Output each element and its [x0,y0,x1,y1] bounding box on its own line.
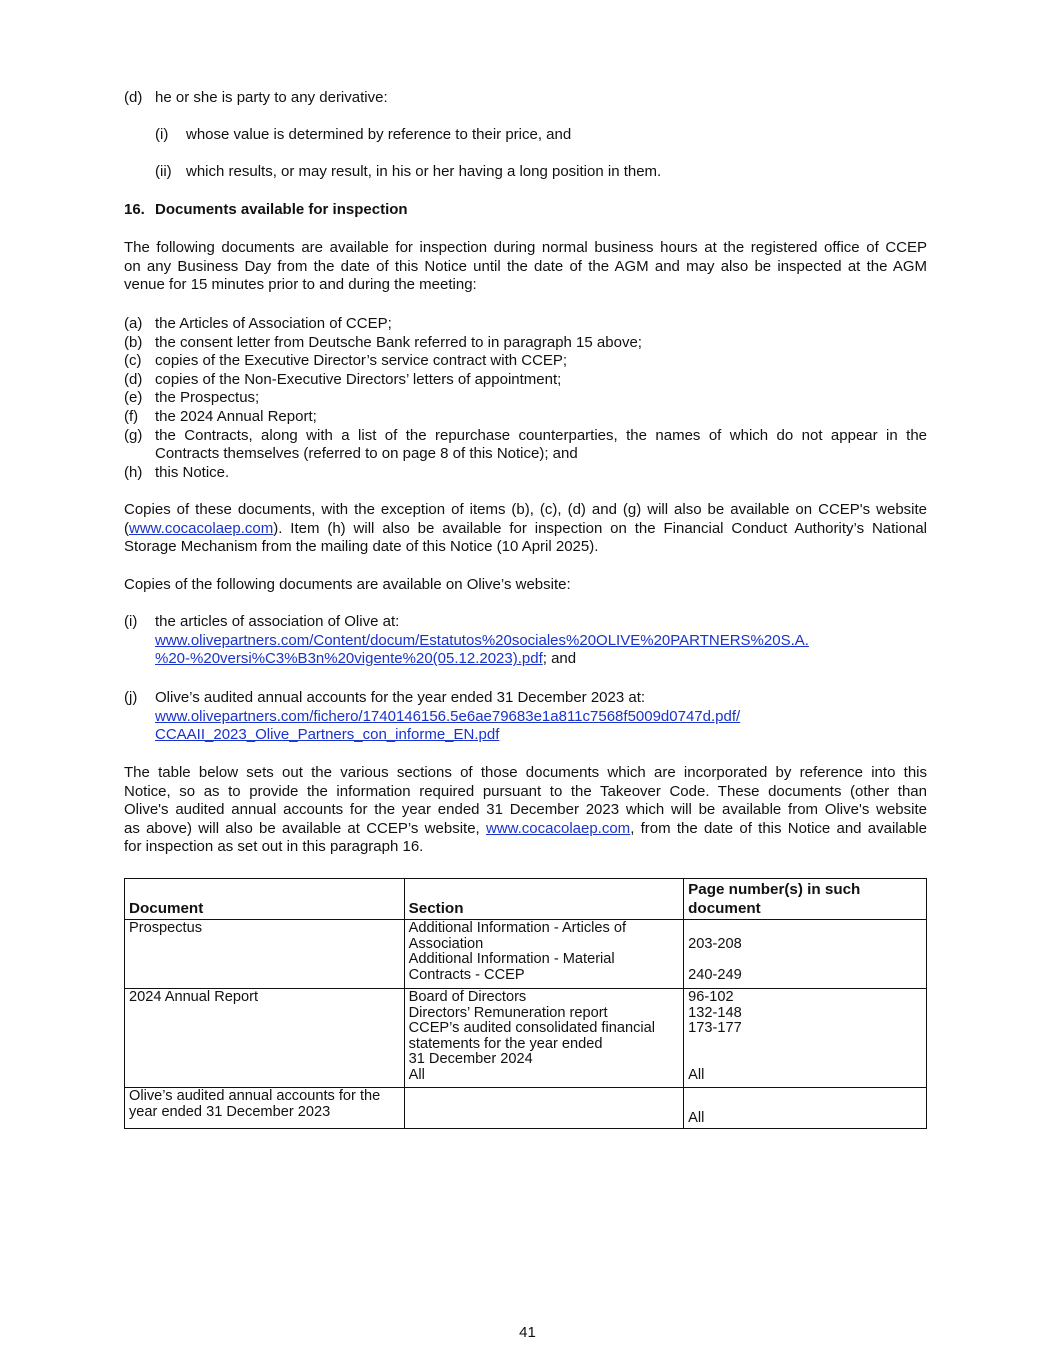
ccep-website-link[interactable]: www.cocacolaep.com [485,819,631,837]
list-label: (i) [155,126,169,143]
website-paragraph [124,501,927,557]
paragraph-line: Storage Mechanism from the mailing date of this Notice (10 April 2025). [124,538,599,556]
cell-spacer [688,1052,922,1068]
page-number: 41 [519,1324,536,1341]
ccep-website-link[interactable]: www.cocacolaep.com [129,519,274,537]
cell-spacer [688,952,922,968]
list-label: (d) [124,89,143,106]
cell-section [404,1088,684,1129]
header-line: document [688,900,761,917]
olive-accounts-link[interactable]: CCAAII_2023_Olive_Partners_con_informe_EN.pdf [155,726,500,744]
list-text: he or she is party to any derivative: [155,89,388,106]
list-text: Olive’s audited annual accounts for the year ended 31 December 2023 at: [155,689,646,706]
list-text: copies of the Executive Director’s service contract with CCEP; [155,352,568,370]
cell-spacer [688,921,922,937]
cell-line: All [688,1110,705,1127]
cell-line: Prospectus [129,920,203,936]
cell-document [125,920,405,989]
cell-line: Additional Information - Articles of [408,920,627,936]
text-fragment: ; and [542,650,577,668]
section-number: 16. [124,201,145,218]
cell-document [125,989,405,1088]
cell-spacer [688,1037,922,1053]
table-header-row [125,879,927,920]
header-document: Document [125,879,405,920]
list-item [124,427,927,465]
table-row [125,920,927,989]
table-intro-paragraph [124,764,927,857]
cell-line: Additional Information - Material [408,951,615,968]
list-label: (a) [124,315,143,332]
paragraph-line: The following documents are available for inspection during normal business hours at the registered office of CCEP [124,239,927,256]
list-label: (b) [124,333,143,351]
list-label: (f) [124,408,139,425]
paragraph-line: The table below sets out the various sections of those documents which are incorporated by reference into this [124,764,927,781]
text-fragment: as above) will also be available at CCEP’s website, [124,819,486,837]
text-fragment: ). Item (h) will also be available for inspection on the Financial Conduct Authority’s National [273,519,927,537]
table-row [125,1088,927,1129]
paragraph-line [124,520,927,539]
text-fragment: ( [124,519,129,537]
paragraph-line: Olive's audited annual accounts for the year ended 31 December 2023 which will be available from Olive's website [124,801,927,819]
cell-section [404,920,684,989]
link-line [155,632,809,651]
cell-line: All [688,1066,705,1083]
table-row [125,989,927,1088]
list-label: (g) [124,426,143,444]
incorporated-documents-table [124,878,927,1129]
section-title: Documents available for inspection [155,201,408,218]
cell-pages [684,920,927,989]
olive-doc-item [124,613,927,669]
intro-paragraph [124,239,927,295]
paragraph-line: for inspection as set out in this paragraph 16. [124,838,424,856]
paragraph-line [124,820,927,839]
list-label: (d) [124,370,143,388]
olive-accounts-link[interactable]: www.olivepartners.com/fichero/1740146156.5e6ae79683e1a811c7568f5009d0747d.pdf/ [155,707,741,725]
list-text: this Notice. [155,463,230,481]
cell-line: Board of Directors [408,989,527,1005]
cell-line: 173-177 [688,1020,742,1037]
list-text: the consent letter from Deutsche Bank referred to in paragraph 15 above; [155,333,642,351]
paragraph-line: on any Business Day from the date of this Notice until the date of the AGM and may also be inspected at the AGM [124,257,927,275]
cell-line: statements for the year ended [408,1035,603,1052]
link-line [155,708,740,727]
cell-line: CCEP’s audited consolidated financial [408,1020,655,1037]
list-text: which results, or may result, in his or her having a long position in them. [186,163,662,180]
header-section: Section [404,879,684,920]
list-label: (i) [124,613,138,630]
paragraph-line: Notice, so as to provide the information required pursuant to the Takeover Code. These documents (other than [124,782,927,800]
list-label: (h) [124,463,143,481]
paragraph-line: venue for 15 minutes prior to and during the meeting: [124,276,477,294]
cell-line: Directors’ Remuneration report [408,1004,608,1021]
list-text: the Prospectus; [155,389,260,407]
olive-articles-link[interactable]: %20-%20versi%C3%B3n%20vigente%20(05.12.2023).pdf [155,650,543,668]
header-pages [684,879,927,920]
list-text: the Articles of Association of CCEP; [155,315,392,332]
list-label: (j) [124,689,138,706]
header-line: Page number(s) in such [688,881,861,898]
list-label: (ii) [155,163,172,180]
cell-pages [684,1088,927,1129]
cell-line: Association [408,935,484,952]
cell-line: 31 December 2024 [408,1051,533,1068]
cell-line: Olive’s audited annual accounts for the [129,1088,381,1104]
olive-intro: Copies of the following documents are available on Olive’s website: [124,576,571,593]
cell-line: 203-208 [688,935,742,952]
cell-pages [684,989,927,1088]
list-text: the articles of association of Olive at: [155,613,400,630]
olive-articles-link[interactable]: www.olivepartners.com/Content/docum/Estatutos%20sociales%20OLIVE%20PARTNERS%20S.A. [155,631,809,649]
list-text: whose value is determined by reference to their price, and [186,126,572,143]
olive-doc-item [124,689,927,745]
list-text [155,427,927,464]
list-text-line: the Contracts, along with a list of the repurchase counterparties, the names of which do not appear in the [155,426,927,444]
cell-section [404,989,684,1088]
link-line [155,726,499,745]
paragraph-line: Copies of these documents, with the exception of items (b), (c), (d) and (g) will also be available on CCEP's website [124,501,927,518]
cell-line: Contracts - CCEP [408,966,525,983]
cell-document [125,1088,405,1129]
cell-line: 240-249 [688,966,742,983]
cell-line: 96-102 [688,989,734,1005]
text-fragment: , from the date of this Notice and available [630,819,927,837]
cell-line: year ended 31 December 2023 [129,1103,331,1120]
cell-line: 2024 Annual Report [129,989,259,1005]
list-text: the 2024 Annual Report; [155,408,317,425]
link-line [155,650,576,669]
list-text-line: Contracts themselves (referred to on page 8 of this Notice); and [155,445,578,463]
list-label: (c) [124,352,142,370]
list-text: copies of the Non-Executive Directors’ letters of appointment; [155,370,562,388]
cell-line: All [408,1066,425,1083]
list-label: (e) [124,389,143,407]
cell-line: 132-148 [688,1004,742,1021]
